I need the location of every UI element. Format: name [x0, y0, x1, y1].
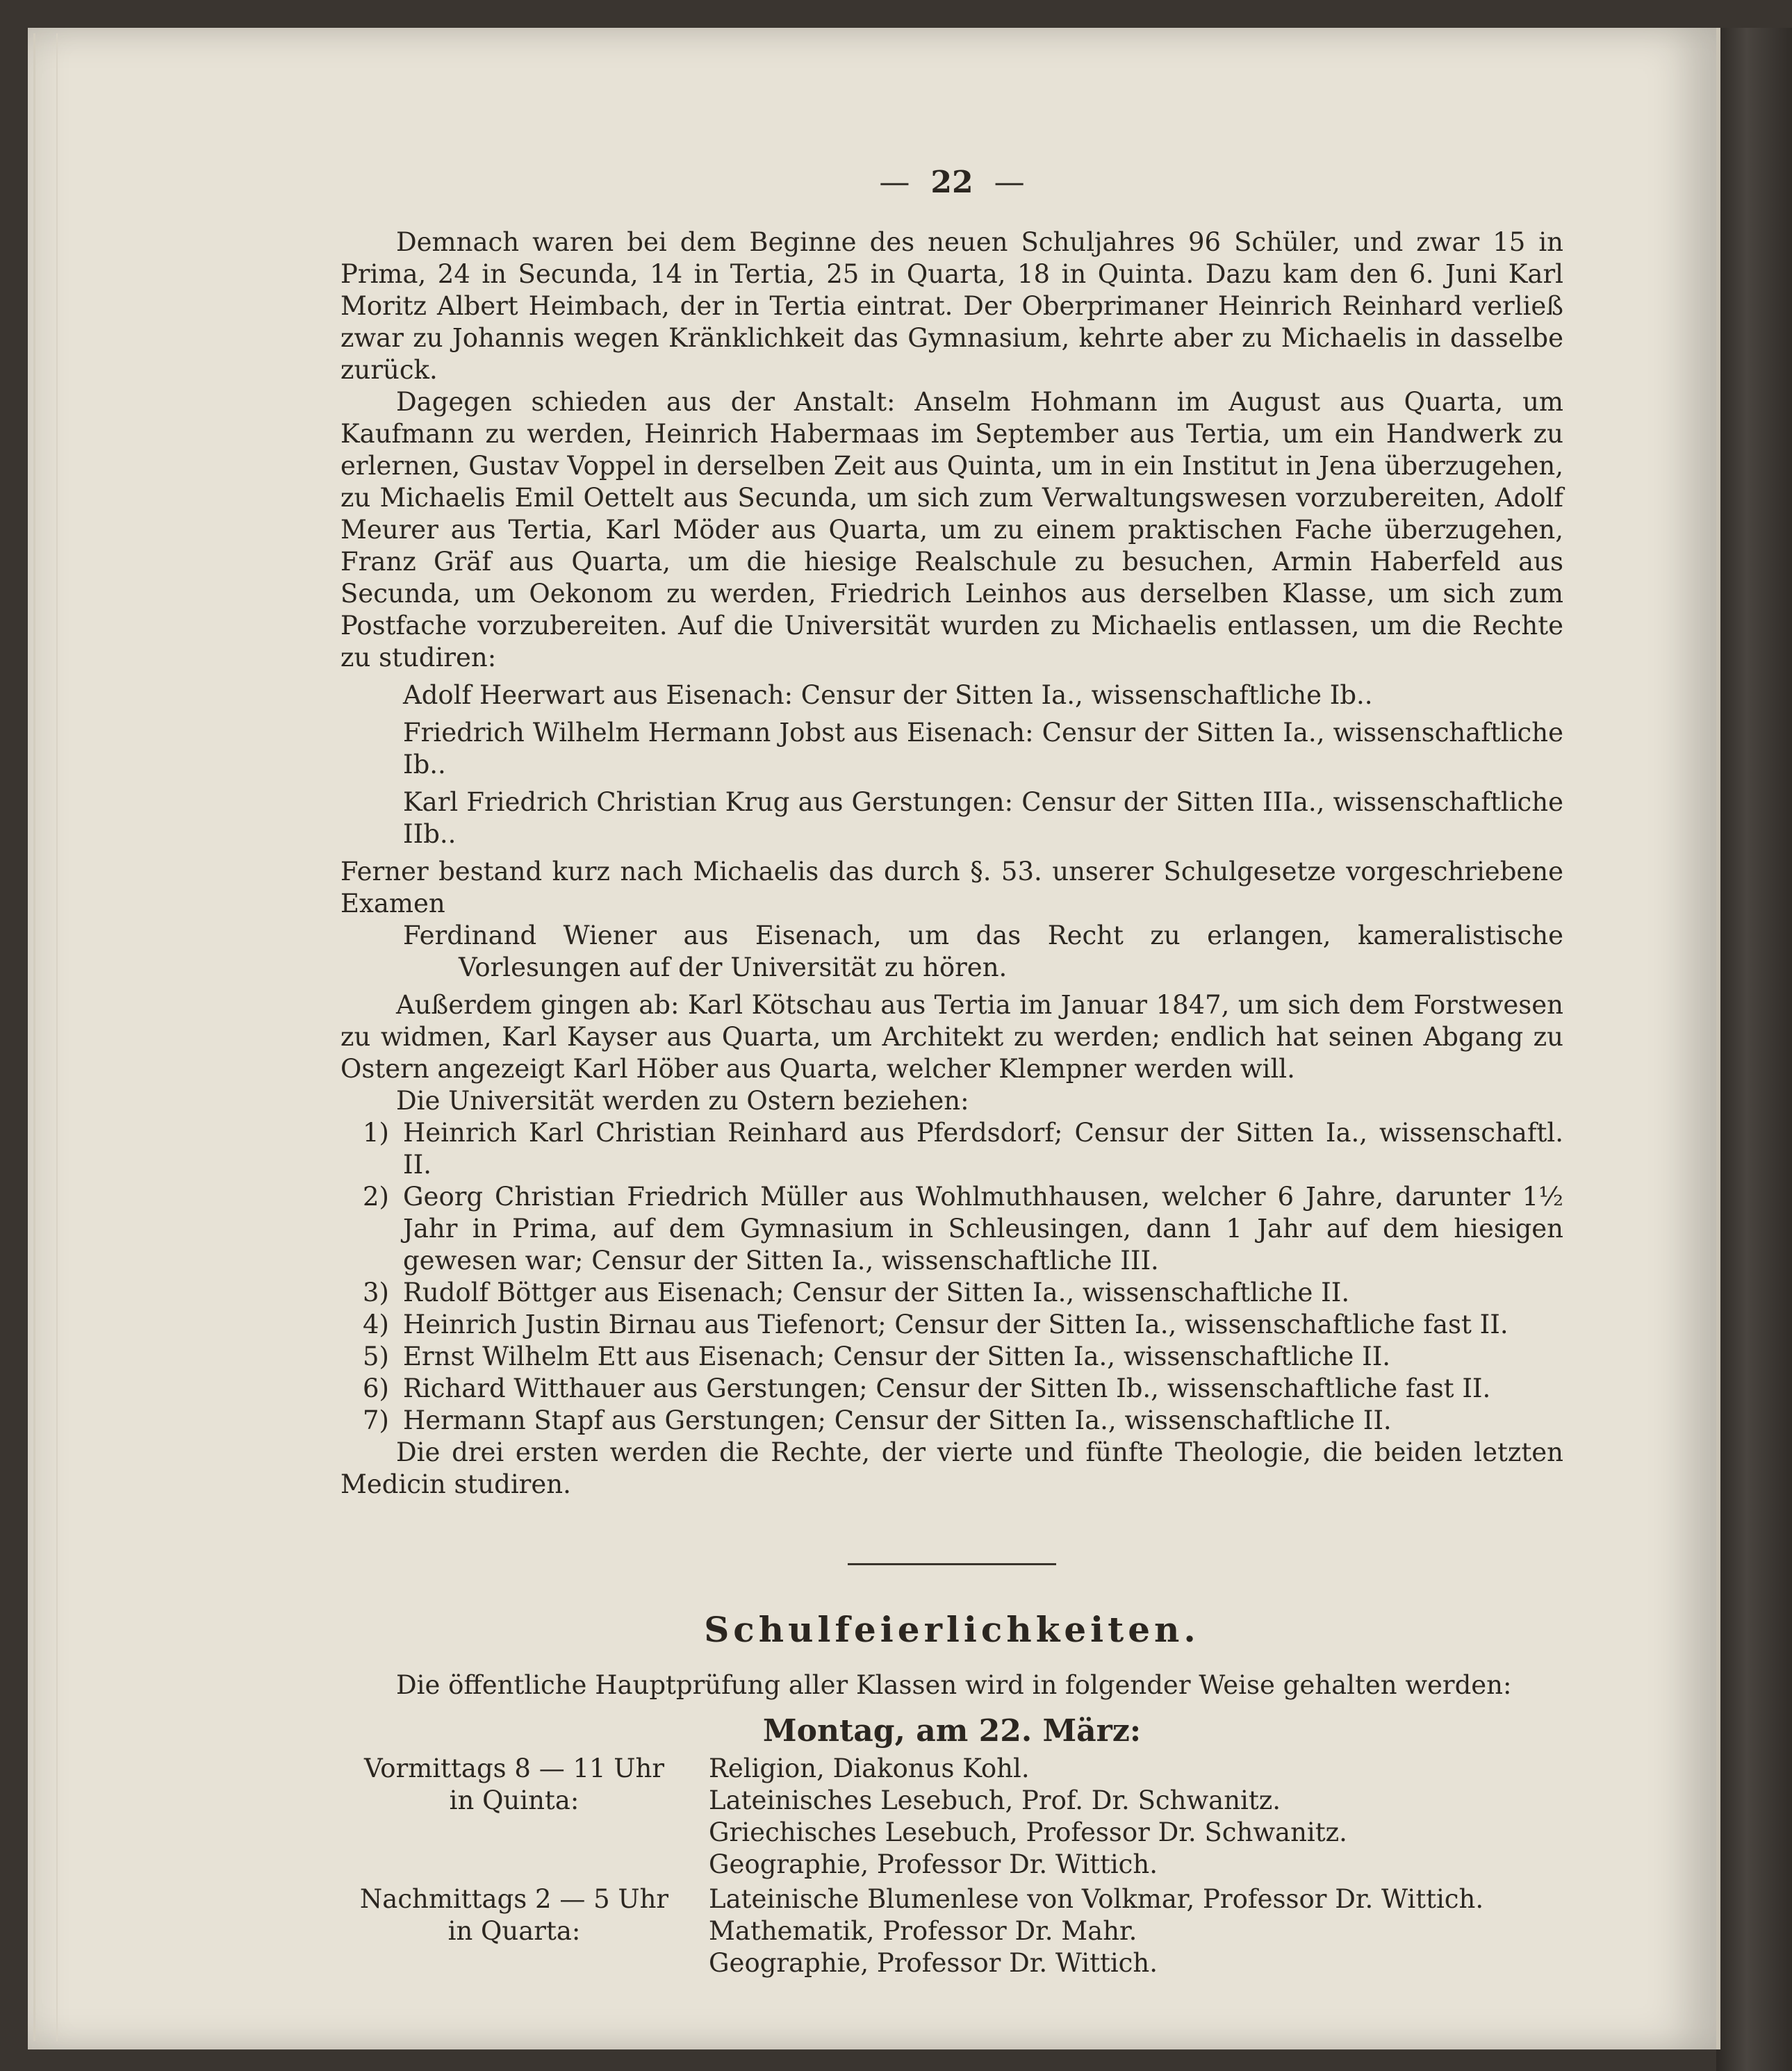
university-entry: Adolf Heerwart aus Eisenach: Censur der Sitten Ia., wissenschaftliche Ib.. — [403, 680, 1373, 710]
easter-intro: Die Universität werden zu Ostern beziehen: — [396, 1086, 969, 1116]
paragraph: Dagegen schieden aus der Anstalt: Anselm Hohmann im August aus Quarta, um Kaufmann zu werden, Heinrich Habermaas im September aus Tertia, um ein Handwerk zu erlernen, Gustav Voppel in derselben Zeit aus Quinta, um in ein Institut in Jena überzugehen, zu Michaelis Emil Oettelt aus Secunda, um sich zum Verwaltungswesen vorzubereiten, Adolf Meurer aus Tertia, Karl Möder aus Quarta, um zu einem praktischen Fache überzugehen, Franz Gräf aus Quarta, um die hiesige Realschule zu besuchen, Armin Haberfeld aus Secunda, um Oekonom zu werden, Friedrich Leinhos aus derselben Klasse, um sich zum Postfache vorzubereiten. Auf die Universität wurden zu Michaelis entlassen, um die Rechte zu studiren: — [340, 387, 1563, 673]
departures-paragraph: Außerdem gingen ab: Karl Kötschau aus Tertia im Januar 1847, um sich dem Forstwesen zu widmen, Karl Kayser aus Quarta, um Architekt zu werden; endlich hat seinen Abgang zu Ostern angezeigt Karl Höber aus Quarta, welcher Klempner werden will. — [340, 990, 1563, 1084]
section-divider — [848, 1563, 1056, 1565]
university-entry: Friedrich Wilhelm Hermann Jobst aus Eisenach: Censur der Sitten Ia., wissenschaftliche Ib.. — [403, 718, 1563, 779]
list-item: 1) Heinrich Karl Christian Reinhard aus Pferdsdorf; Censur der Sitten Ia., wissenschaftl. II. — [363, 1118, 1563, 1180]
list-item: 7) Hermann Stapf aus Gerstungen; Censur der Sitten Ia., wissenschaftliche II. — [363, 1405, 1392, 1435]
exam-item: Griechisches Lesebuch, Professor Dr. Schwanitz. — [709, 1817, 1347, 1847]
list-item: 5) Ernst Wilhelm Ett aus Eisenach; Censur der Sitten Ia., wissenschaftliche II. — [363, 1342, 1391, 1371]
exam-item: Mathematik, Professor Dr. Mahr. — [709, 1916, 1137, 1946]
list-item: 3) Rudolf Böttger aus Eisenach; Censur der Sitten Ia., wissenschaftliche II. — [363, 1278, 1350, 1307]
slot-time: Vormittags 8 — 11 Uhr — [363, 1754, 665, 1783]
page-number: — 22 — — [879, 165, 1025, 200]
exam-item: Geographie, Professor Dr. Wittich. — [709, 1948, 1158, 1978]
slot-class: in Quarta: — [447, 1916, 581, 1946]
list-item: 4) Heinrich Justin Birnau aus Tiefenort; Censur der Sitten Ia., wissenschaftliche fast II. — [363, 1310, 1509, 1339]
book-spine — [1716, 28, 1792, 2071]
list-item: 6) Richard Witthauer aus Gerstungen; Censur der Sitten Ib., wissenschaftliche fast II. — [363, 1373, 1491, 1403]
section-intro: Die öffentliche Hauptprüfung aller Klassen wird in folgender Weise gehalten werden: — [396, 1670, 1512, 1700]
examen-intro: Ferner bestand kurz nach Michaelis das durch §. 53. unserer Schulgesetze vorgeschriebene Examen — [340, 857, 1563, 918]
slot-class: in Quinta: — [449, 1785, 579, 1815]
section-title: Schulfeierlichkeiten. — [704, 1609, 1200, 1650]
exam-item: Geographie, Professor Dr. Wittich. — [709, 1849, 1158, 1879]
schedule-slot — [340, 1883, 1563, 1979]
examen-entry: Ferdinand Wiener aus Eisenach, um das Recht zu erlangen, kameralistische Vorlesungen auf der Universität zu hören. — [403, 921, 1563, 982]
exam-item: Lateinische Blumenlese von Volkmar, Professor Dr. Wittich. — [709, 1884, 1484, 1914]
list-item: 2) Georg Christian Friedrich Müller aus Wohlmuthhausen, welcher 6 Jahre, darunter 1½ Jahr in Prima, auf dem Gymnasium in Schleusingen, dann 1 Jahr auf dem hiesigen gewesen war; Censur der Sitten Ia., wissenschaftliche III. — [363, 1182, 1563, 1276]
slot-time: Nachmittags 2 — 5 Uhr — [359, 1884, 669, 1914]
page-edges — [33, 33, 58, 2041]
easter-list — [340, 1117, 1563, 1437]
slot-items — [709, 1753, 1563, 1881]
slot-items — [709, 1883, 1563, 1979]
exam-item: Lateinisches Lesebuch, Prof. Dr. Schwanitz. — [709, 1785, 1281, 1815]
paragraph: Demnach waren bei dem Beginne des neuen Schuljahres 96 Schüler, und zwar 15 in Prima, 24 in Secunda, 14 in Tertia, 25 in Quarta, 18 in Quinta. Dazu kam den 6. Juni Karl Moritz Albert Heimbach, der in Tertia eintrat. Der Oberprimaner Heinrich Reinhard verließ zwar zu Johannis wegen Kränklichkeit das Gymnasium, kehrte aber zu Michaelis in dasselbe zurück. — [340, 227, 1563, 385]
slot-label — [340, 1883, 688, 1979]
page-content — [340, 167, 1563, 1982]
closing-paragraph: Die drei ersten werden die Rechte, der vierte und fünfte Theologie, die beiden letzten Medicin studiren. — [340, 1437, 1563, 1499]
day-heading: Montag, am 22. März: — [762, 1713, 1142, 1749]
schedule-slot — [340, 1753, 1563, 1881]
slot-label — [340, 1753, 688, 1881]
exam-item: Religion, Diakonus Kohl. — [709, 1754, 1030, 1783]
university-entry: Karl Friedrich Christian Krug aus Gerstungen: Censur der Sitten IIIa., wissenschaftliche IIb.. — [403, 787, 1563, 849]
